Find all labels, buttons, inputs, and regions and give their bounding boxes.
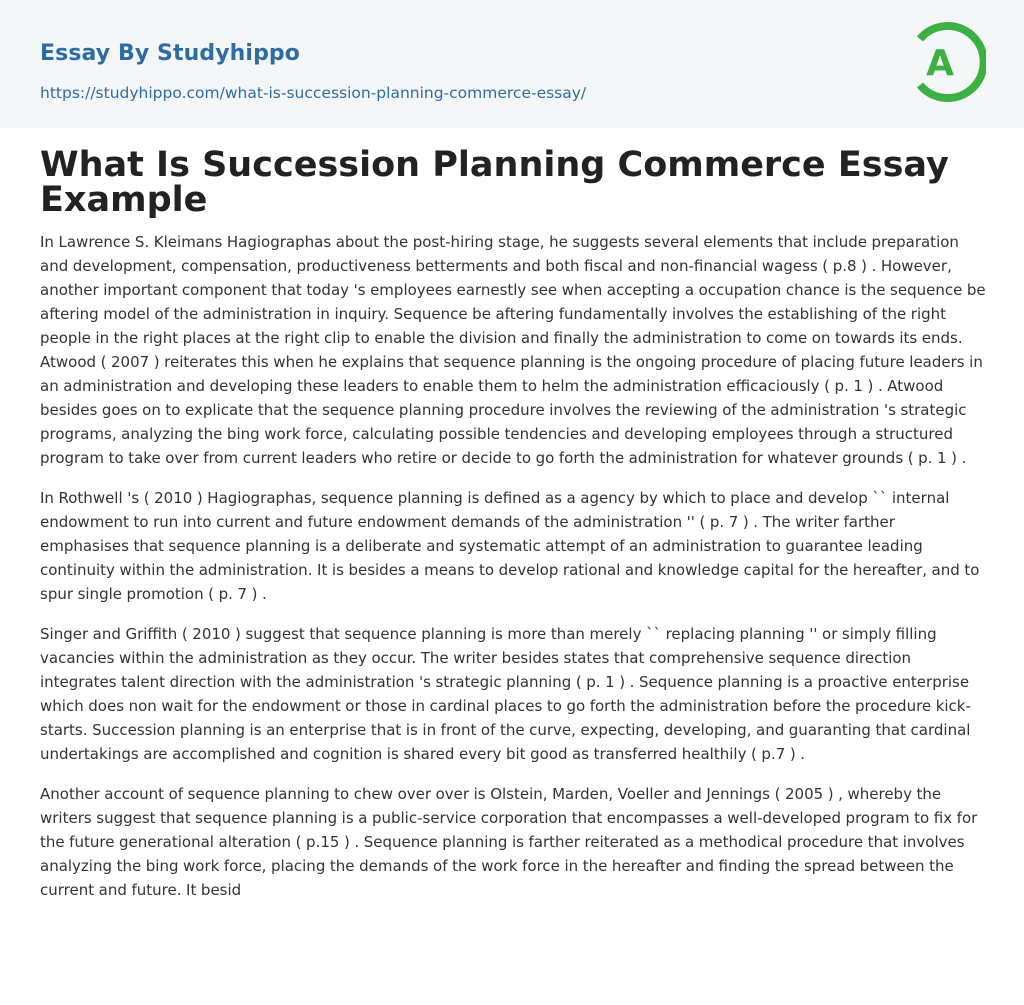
site-title[interactable]: Essay By Studyhippo <box>40 41 300 66</box>
essay-paragraph-4: Another account of sequence planning to chew over over is Olstein, Marden, Voeller and Jennings ( 2005 ) , whereby the writers suggest that sequence planning is a public-service corporation that encompasses a well-developed program to fix for the future generational alteration ( p.15 ) . Sequence planning is farther reiterated as a methodical procedure that involves analyzing the bing work force, placing the demands of the work force in the hereafter and finding the spread between the current and future. It besid <box>40 785 978 899</box>
article-body <box>40 145 986 902</box>
logo-letter: A <box>926 43 954 84</box>
essay-paragraph-3: Singer and Griffith ( 2010 ) suggest that sequence planning is more than merely `` replacing planning '' or simply filling vacancies within the administration as they occur. The writer besides states that comprehensive sequence direction integrates talent direction with the administration 's strategic planning ( p. 1 ) . Sequence planning is a proactive enterprise which does non wait for the endowment or those in cardinal places to go forth the administration before the procedure kick-starts. Succession planning is an enterprise that is in front of the curve, expecting, developing, and guaranting that cardinal undertakings are accomplished and cognition is shared every bit good as transferred healthily ( p.7 ) . <box>40 625 971 763</box>
page-url-link[interactable]: https://studyhippo.com/what-is-succession-planning-commerce-essay/ <box>40 84 587 102</box>
studyhippo-logo-icon[interactable] <box>912 19 986 105</box>
site-header <box>0 0 1024 128</box>
essay-paragraph-2: In Rothwell 's ( 2010 ) Hagiographas, sequence planning is defined as a agency by which to place and develop `` internal endowment to run into current and future endowment demands of the administration '' ( p. 7 ) . The writer farther emphasises that sequence planning is a deliberate and systematic attempt of an administration to guarantee leading continuity within the administration. It is besides a means to develop rational and knowledge capital for the hereafter, and to spur single promotion ( p. 7 ) . <box>40 489 980 603</box>
logo-graphic <box>912 19 986 105</box>
essay-paragraph-1: In Lawrence S. Kleimans Hagiographas about the post-hiring stage, he suggests several elements that include preparation and development, compensation, productiveness betterments and both fiscal and non-financial wagess ( p.8 ) . However, another important component that today 's employees earnestly see when accepting a occupation chance is the sequence be aftering model of the administration in inquiry. Sequence be aftering fundamentally involves the establishing of the right people in the right places at the right clip to enable the division and finally the administration to come on towards its ends. Atwood ( 2007 ) reiterates this when he explains that sequence planning is the ongoing procedure of placing future leaders in an administration and developing these leaders to enable them to helm the administration efficaciously ( p. 1 ) . Atwood besides goes on to explicate that the sequence planning procedure involves the reviewing of the administration 's strategic programs, analyzing the bing work force, calculating possible tendencies and developing employees through a structured program to take over from current leaders who retire or decide to go forth the administration for whatever grounds ( p. 1 ) . <box>40 233 986 467</box>
essay-title: What Is Succession Planning Commerce Essay Example <box>40 145 949 220</box>
